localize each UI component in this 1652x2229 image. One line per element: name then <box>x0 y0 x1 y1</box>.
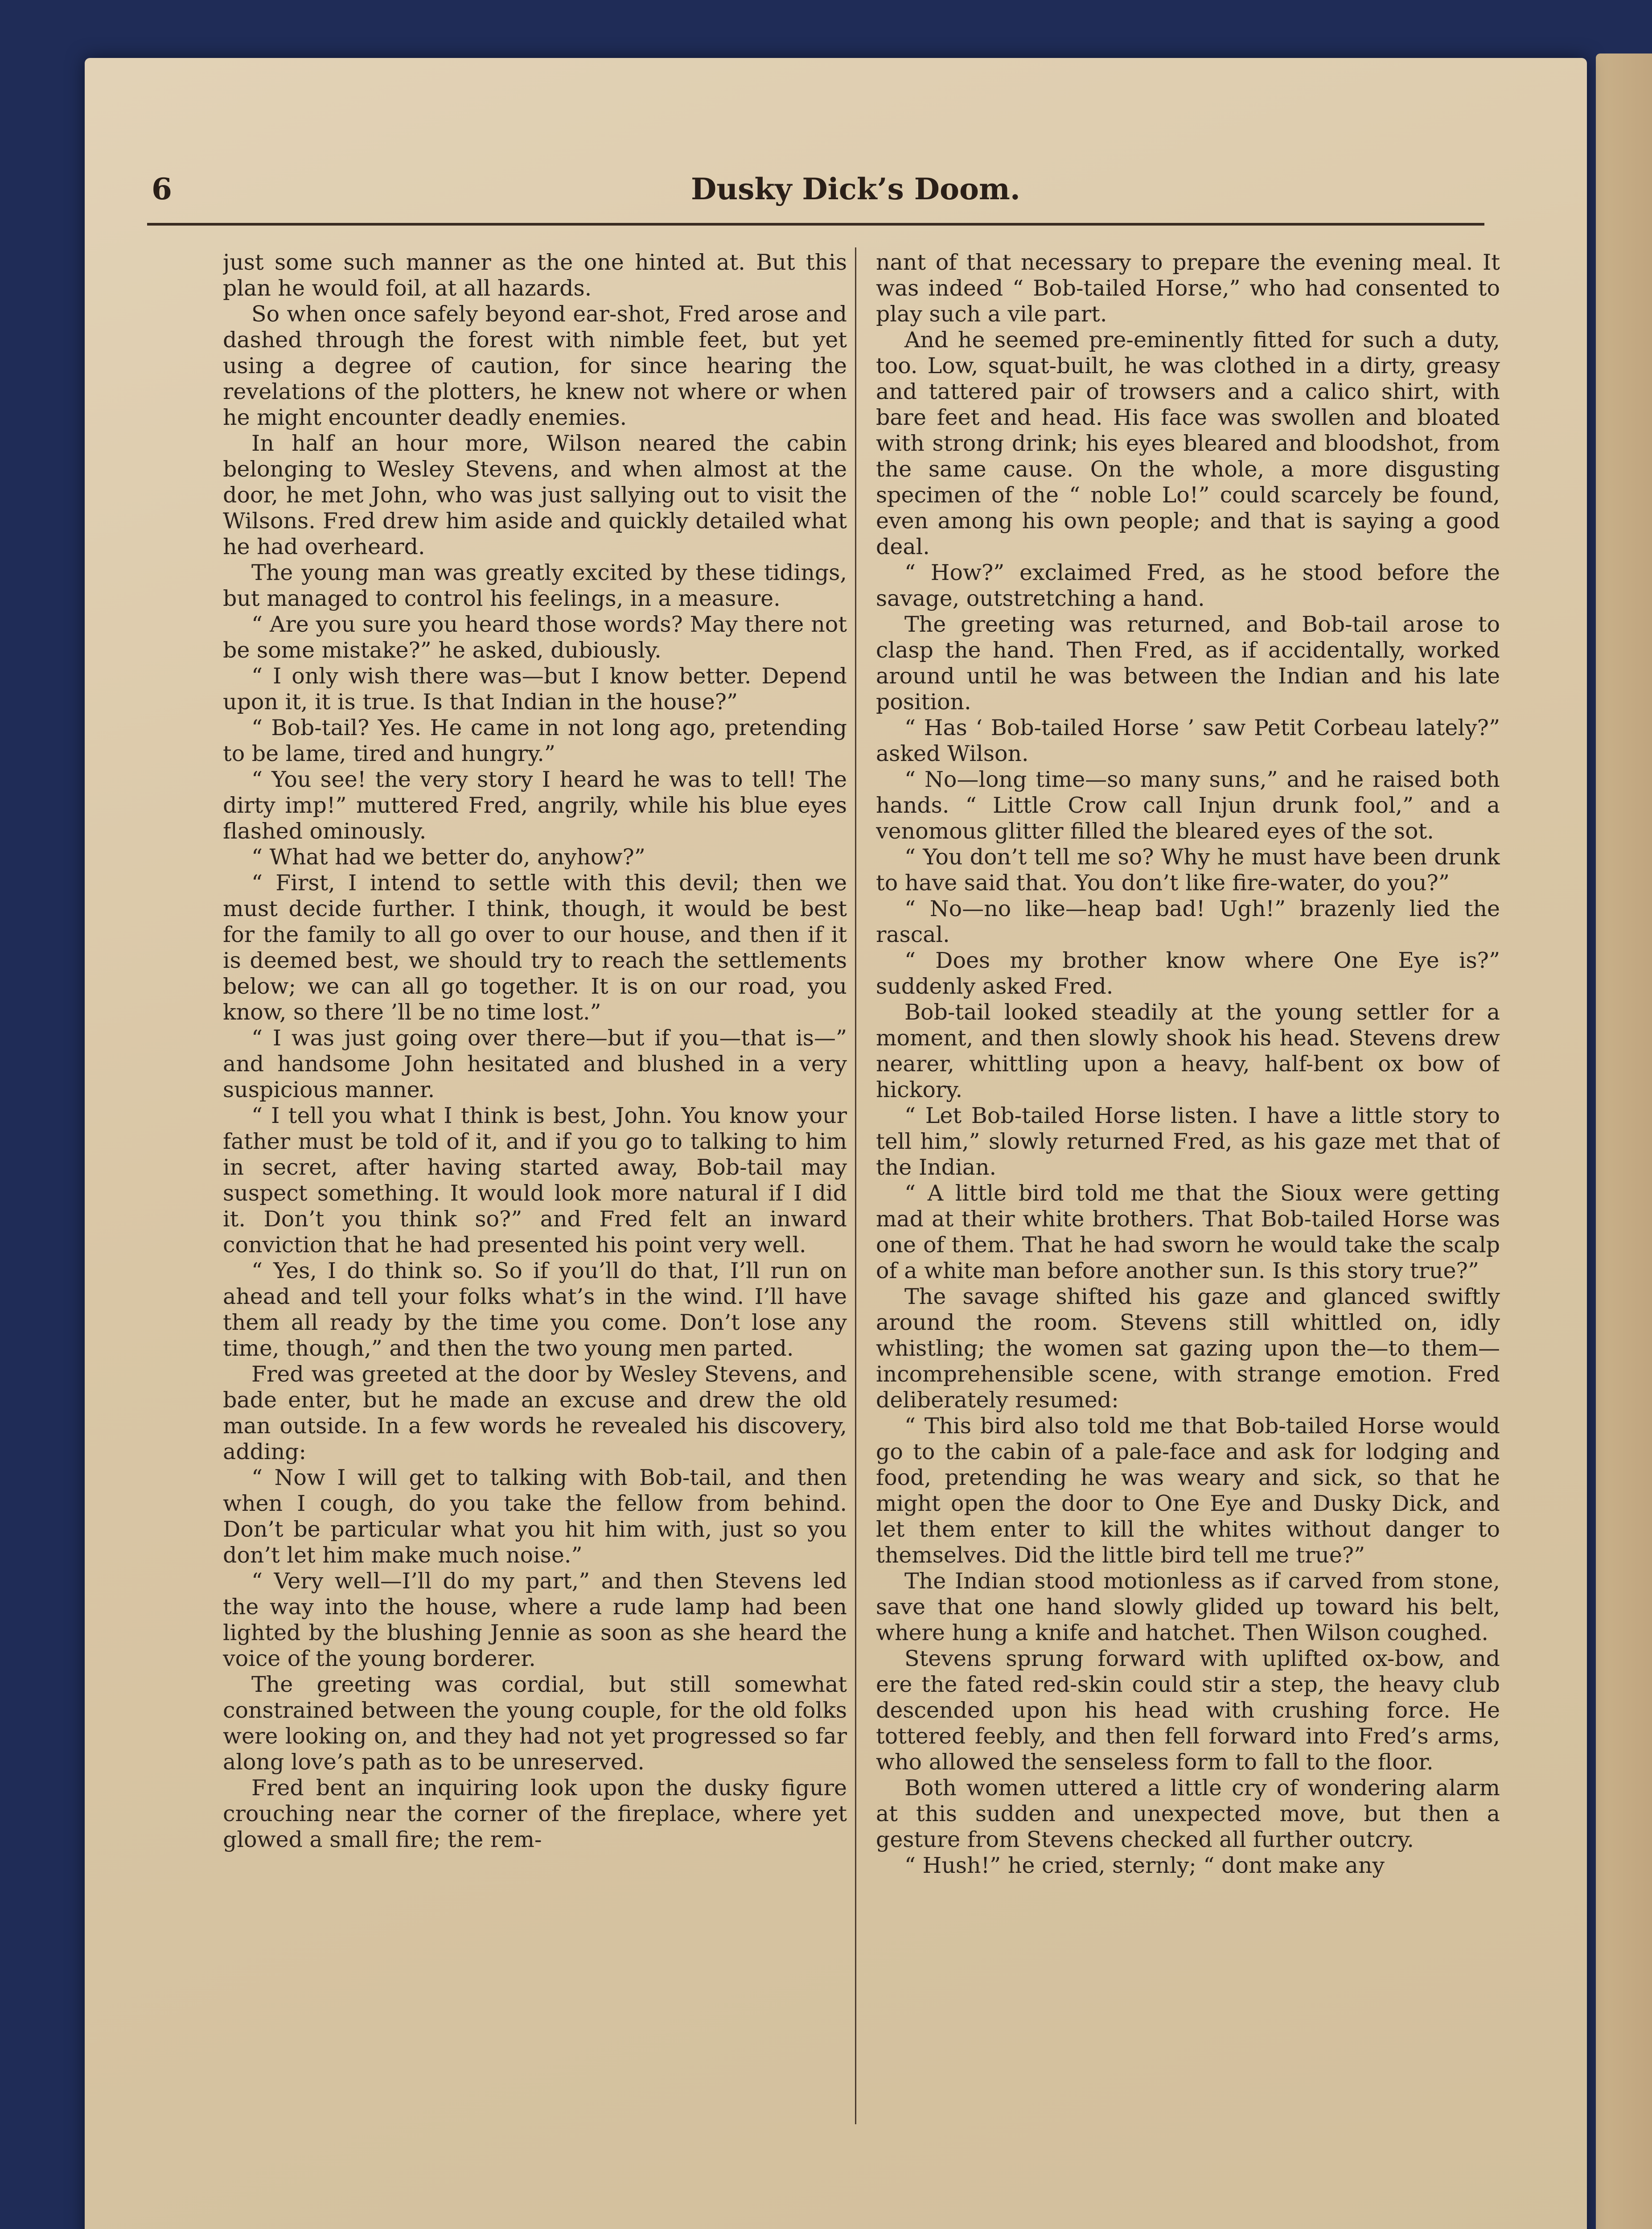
paragraph: “ You see! the very story I heard he was to tell! The dirty imp!” muttered Fred, angrily, while his blue eyes flashed ominously. <box>223 767 847 844</box>
paragraph: “ I only wish there was—but I know better. Depend upon it, it is true. Is that Indian in the house?” <box>223 663 847 715</box>
paragraph: “ Bob-tail? Yes. He came in not long ago, pretending to be lame, tired and hungry.” <box>223 715 847 766</box>
paragraph: “ Yes, I do think so. So if you’ll do that, I’ll run on ahead and tell your folks what’s in the wind. I’ll have them all ready by the time you come. Don’t lose any time, though,” and then the two young men parted. <box>223 1258 847 1361</box>
paragraph: “ No—long time—so many suns,” and he raised both hands. “ Little Crow call Injun drunk fool,” and a venomous glitter filled the bleared eyes of the sot. <box>876 767 1500 844</box>
paragraph: “ This bird also told me that Bob-tailed Horse would go to the cabin of a pale-face and ask for lodging and food, pretending he was weary and sick, so that he might open the door to One Eye and Dusky Dick, and let them enter to kill the whites without danger to themselves. Did the little bird tell me true?” <box>876 1413 1500 1568</box>
paragraph: “ I tell you what I think is best, John. You know your father must be told of it, and if you go to talking to him in secret, after having started away, Bob-tail may suspect something. It would look more natural if I did it. Don’t you think so?” and Fred felt an inward conviction that he had presented his point very well. <box>223 1103 847 1258</box>
paragraph: In half an hour more, Wilson neared the cabin belonging to Wesley Stevens, and when almost at the door, he met John, who was just sallying out to visit the Wilsons. Fred drew him aside and quickly detailed what he had overheard. <box>223 431 847 559</box>
paragraph: Fred bent an inquiring look upon the dusky figure crouching near the corner of the fireplace, where yet glowed a small fire; the rem- <box>223 1775 847 1852</box>
paragraph: “ Are you sure you heard those words? May there not be some mistake?” he asked, dubiously. <box>223 612 847 663</box>
paragraph: just some such manner as the one hinted at. But this plan he would foil, at all hazards. <box>223 250 847 301</box>
page-number: 6 <box>152 172 172 206</box>
paragraph: Bob-tail looked steadily at the young settler for a moment, and then slowly shook his head. Stevens drew nearer, whittling upon a heavy, half-bent ox bow of hickory. <box>876 999 1500 1102</box>
paragraph: “ What had we better do, anyhow?” <box>251 844 645 870</box>
paragraph: “ You don’t tell me so? Why he must have been drunk to have said that. You don’t like fire-water, do you?” <box>876 844 1500 896</box>
paragraph: The savage shifted his gaze and glanced swiftly around the room. Stevens still whittled on, idly whistling; the women sat gazing upon the—to them—incomprehensible scene, with strange emotion. Fred deliberately resumed: <box>876 1284 1500 1413</box>
adjacent-page-edge <box>1596 53 1652 2229</box>
paragraph: So when once safely beyond ear-shot, Fred arose and dashed through the forest with nimble feet, but yet using a degree of caution, for since hearing the revelations of the plotters, he knew not where or when he might encounter deadly enemies. <box>223 301 847 430</box>
paragraph: “ Has ‘ Bob-tailed Horse ’ saw Petit Corbeau lately?” asked Wilson. <box>876 715 1500 766</box>
paragraph: Fred was greeted at the door by Wesley Stevens, and bade enter, but he made an excuse and drew the old man outside. In a few words he revealed his discovery, adding: <box>223 1361 847 1464</box>
paragraph: “ How?” exclaimed Fred, as he stood before the savage, outstretching a hand. <box>876 560 1500 611</box>
paragraph: Stevens sprung forward with uplifted ox-bow, and ere the fated red-skin could stir a step, the heavy club descended upon his head with crushing force. He tottered feebly, and then fell forward into Fred’s arms, who allowed the senseless form to fall to the floor. <box>876 1646 1500 1775</box>
paragraph: The greeting was cordial, but still somewhat constrained between the young couple, for the old folks were looking on, and they had not yet progressed so far along love’s path as to be unreserved. <box>223 1672 847 1775</box>
running-title: Dusky Dick’s Doom. <box>691 172 1020 206</box>
paragraph: Both women uttered a little cry of wondering alarm at this sudden and unexpected move, but then a gesture from Stevens checked all further outcry. <box>876 1775 1500 1852</box>
paragraph: The Indian stood motionless as if carved from stone, save that one hand slowly glided up toward his belt, where hung a knife and hatchet. Then Wilson coughed. <box>876 1568 1500 1645</box>
right-column <box>876 250 1500 2135</box>
paragraph: And he seemed pre-eminently fitted for such a duty, too. Low, squat-built, he was clothed in a dirty, greasy and tattered pair of trowsers and a calico shirt, with bare feet and head. His face was swollen and bloated with strong drink; his eyes bleared and bloodshot, from the same cause. On the whole, a more disgusting specimen of the “ noble Lo!” could scarcely be found, even among his own people; and that is saying a good deal. <box>876 327 1500 559</box>
paragraph: “ Hush!” he cried, sternly; “ dont make any <box>904 1853 1385 1878</box>
paragraph: “ A little bird told me that the Sioux were getting mad at their white brothers. That Bob-tailed Horse was one of them. That he had sworn he would take the scalp of a white man before another sun. Is this story true?” <box>876 1180 1500 1283</box>
paragraph: “ First, I intend to settle with this devil; then we must decide further. I think, though, it would be best for the family to all go over to our house, and then if it is deemed best, we should try to reach the settlements below; we can all go together. It is on our road, you know, so there ’ll be no time lost.” <box>223 870 847 1025</box>
paragraph: nant of that necessary to prepare the evening meal. It was indeed “ Bob-tailed Horse,” who had consented to play such a vile part. <box>876 250 1500 327</box>
page-header <box>152 172 1489 221</box>
paragraph: “ Very well—I’ll do my part,” and then Stevens led the way into the house, where a rude lamp had been lighted by the blushing Jennie as soon as she heard the voice of the young borderer. <box>223 1568 847 1671</box>
column-divider <box>855 247 856 2124</box>
header-rule <box>147 223 1484 226</box>
left-column <box>223 250 847 2135</box>
paragraph: “ I was just going over there—but if you—that is—” and handsome John hesitated and blushed in a very suspicious manner. <box>223 1025 847 1102</box>
paragraph: “ No—no like—heap bad! Ugh!” brazenly lied the rascal. <box>876 896 1500 947</box>
paragraph: The greeting was returned, and Bob-tail arose to clasp the hand. Then Fred, as if accidentally, worked around until he was between the Indian and his late position. <box>876 612 1500 715</box>
paragraph: “ Let Bob-tailed Horse listen. I have a little story to tell him,” slowly returned Fred, as his gaze met that of the Indian. <box>876 1103 1500 1180</box>
paragraph: “ Now I will get to talking with Bob-tail, and then when I cough, do you take the fellow from behind. Don’t be particular what you hit him with, just so you don’t let him make much noise.” <box>223 1465 847 1568</box>
paragraph: “ Does my brother know where One Eye is?” suddenly asked Fred. <box>876 948 1500 999</box>
paragraph: The young man was greatly excited by these tidings, but managed to control his feelings, in a measure. <box>223 560 847 611</box>
